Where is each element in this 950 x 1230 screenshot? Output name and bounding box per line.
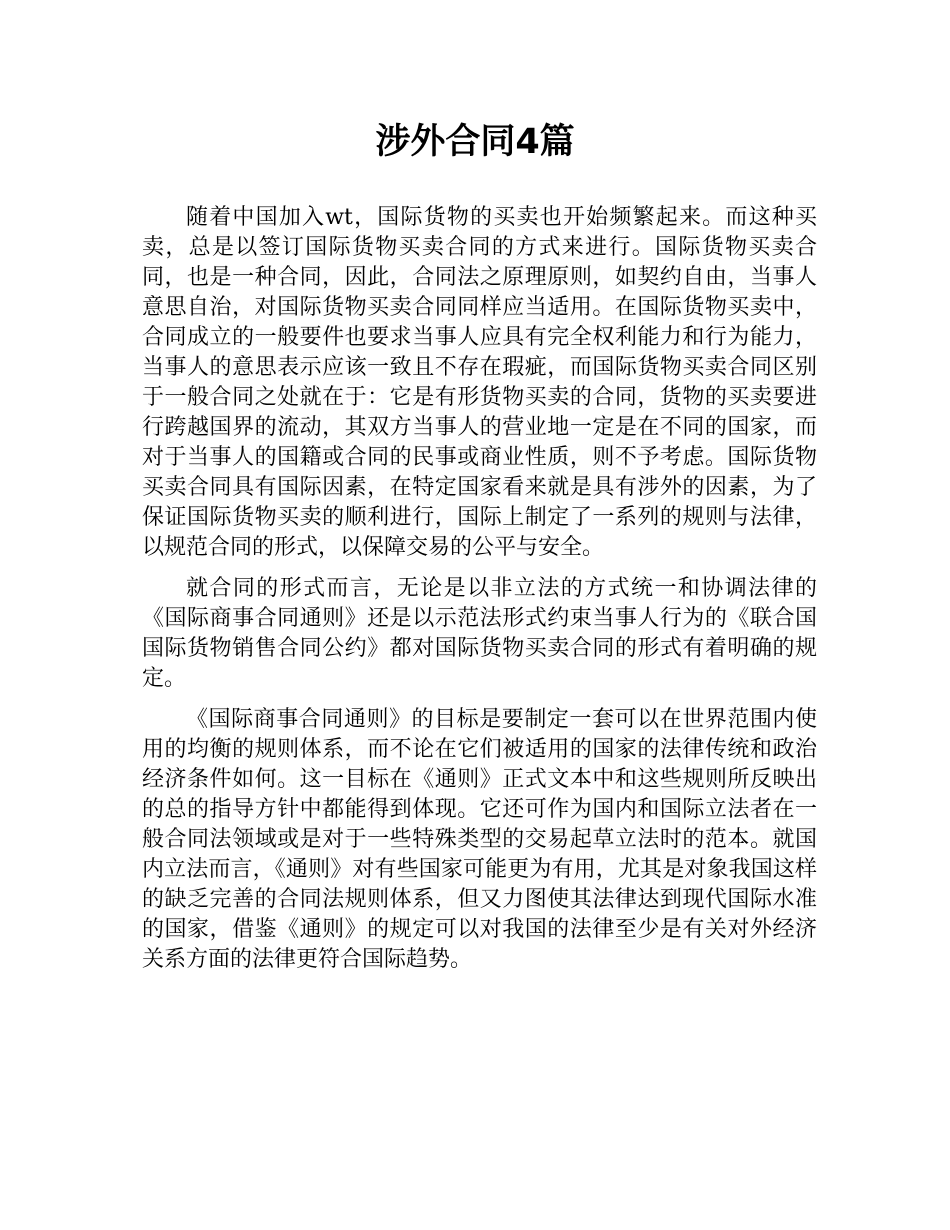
document-body	[142, 203, 817, 986]
paragraph: 就合同的形式而言，无论是以非立法的方式统一和协调法律的《国际商事合同通则》还是以示范法形式约束当事人行为的《联合国国际货物销售合同公约》都对国际货物买卖合同的形式有着明确的规定。	[142, 576, 817, 691]
paragraph: 随着中国加入wt，国际货物的买卖也开始频繁起来。而这种买卖，总是以签订国际货物买卖合同的方式来进行。国际货物买卖合同，也是一种合同，因此，合同法之原理原则，如契约自由，当事人意思自治，对国际货物买卖合同同样应当适用。在国际货物买卖中，合同成立的一般要件也要求当事人应具有完全权利能力和行为能力，当事人的意思表示应该一致且不存在瑕疵，而国际货物买卖合同区别于一般合同之处就在于：它是有形货物买卖的合同，货物的买卖要进行跨越国界的流动，其双方当事人的营业地一定是在不同的国家，而对于当事人的国籍或合同的民事或商业性质，则不予考虑。国际货物买卖合同具有国际因素，在特定国家看来就是具有涉外的因素，为了保证国际货物买卖的顺利进行，国际上制定了一系列的规则与法律，以规范合同的形式，以保障交易的公平与安全。	[142, 205, 817, 560]
paragraph: 《国际商事合同通则》的目标是要制定一套可以在世界范围内使用的均衡的规则体系，而不论在它们被适用的国家的法律传统和政治经济条件如何。这一目标在《通则》正式文本中和这些规则所反映出的总的指导方针中都能得到体现。它还可作为国内和国际立法者在一般合同法领域或是对于一些特殊类型的交易起草立法时的范本。就国内立法而言，《通则》对有些国家可能更为有用，尤其是对象我国这样的缺乏完善的合同法规则体系，但又力图使其法律达到现代国际水准的国家，借鉴《通则》的规定可以对我国的法律至少是有关对外经济关系方面的法律更符合国际趋势。	[142, 707, 817, 972]
document-title: 涉外合同4篇	[375, 122, 575, 162]
